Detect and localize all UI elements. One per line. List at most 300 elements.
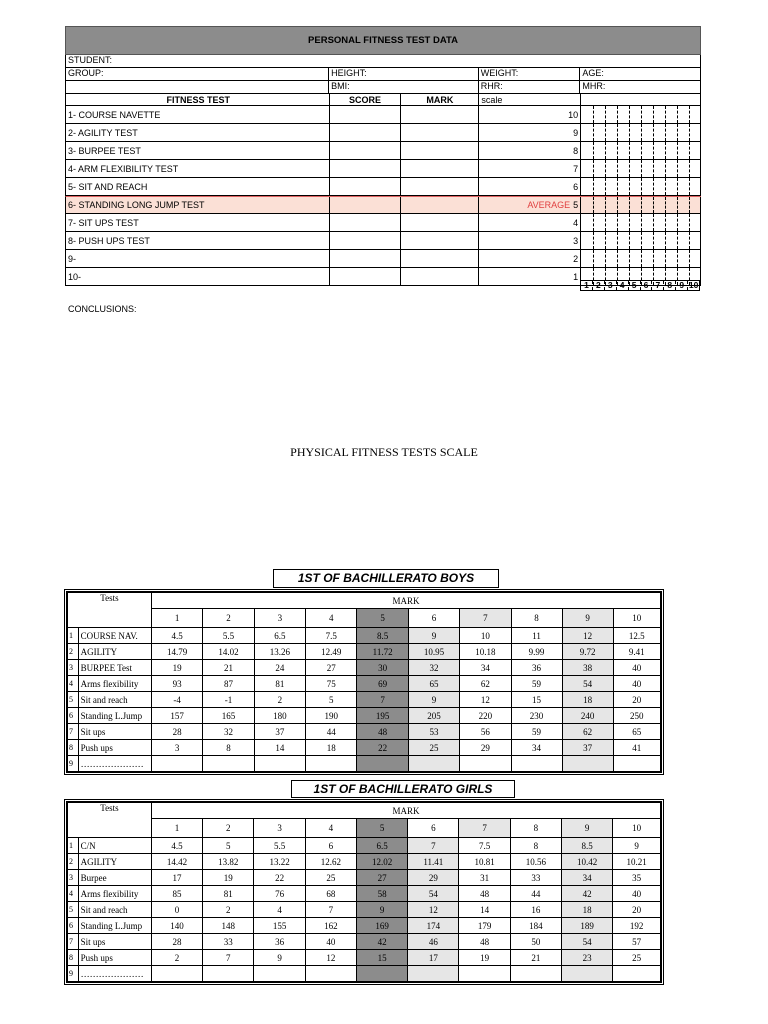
- test-name: Standing L.Jump: [78, 708, 151, 724]
- graph-gridline: [641, 250, 642, 267]
- value-cell: 190: [306, 708, 357, 724]
- test-name: Sit ups: [78, 934, 151, 950]
- mark-header: MARK: [151, 803, 660, 819]
- value-cell: 9: [254, 950, 305, 966]
- value-cell: 4: [254, 902, 305, 918]
- value-cell: 11: [511, 628, 562, 644]
- scale-title: PHYSICAL FITNESS TESTS SCALE: [290, 445, 478, 459]
- value-cell: 32: [203, 724, 254, 740]
- graph-gridline: [605, 124, 606, 141]
- value-cell: [203, 966, 254, 982]
- value-cell: 81: [203, 886, 254, 902]
- value-cell: 34: [511, 740, 562, 756]
- value-cell: 8: [510, 838, 561, 854]
- mhr-field[interactable]: MHR:: [582, 81, 606, 91]
- scale-cell: [479, 214, 581, 231]
- row-index: 9: [68, 756, 79, 772]
- score-cell[interactable]: [330, 268, 402, 285]
- graph-gridline: [677, 142, 678, 159]
- weight-field[interactable]: WEIGHT:: [479, 68, 581, 80]
- value-cell: 76: [254, 886, 305, 902]
- scale-cell: [479, 106, 581, 123]
- value-cell: 6.5: [254, 628, 305, 644]
- value-cell: [511, 756, 562, 772]
- mark-number: 9: [562, 819, 613, 838]
- fitness-test-name: 1- COURSE NAVETTE: [66, 106, 330, 123]
- value-cell: 37: [562, 740, 613, 756]
- graph-gridline: [605, 232, 606, 249]
- value-cell: 12: [460, 692, 511, 708]
- value-cell: 56: [460, 724, 511, 740]
- value-cell: 65: [613, 724, 660, 740]
- value-cell: 12.62: [305, 854, 356, 870]
- fitness-test-name: 7- SIT UPS TEST: [66, 214, 330, 231]
- value-cell: 44: [306, 724, 357, 740]
- value-cell: 13.22: [254, 854, 305, 870]
- graph-gridline: [677, 160, 678, 177]
- scale-value: 10: [568, 109, 579, 120]
- x-axis-tick: 4: [617, 281, 629, 290]
- value-cell: 5: [306, 692, 357, 708]
- value-cell: 179: [459, 918, 510, 934]
- row-index: 5: [68, 902, 79, 918]
- row-index: 8: [68, 950, 79, 966]
- graph-gridline: [641, 142, 642, 159]
- scale-value: 7: [573, 163, 579, 174]
- score-cell[interactable]: [330, 214, 402, 231]
- graph-cell: [581, 106, 701, 123]
- graph-gridline: [605, 250, 606, 267]
- value-cell: 40: [613, 676, 660, 692]
- value-cell: 75: [306, 676, 357, 692]
- bmi-field[interactable]: BMI:: [329, 81, 479, 93]
- fitness-test-name: 2- AGILITY TEST: [66, 124, 330, 141]
- graph-gridline: [689, 160, 690, 177]
- value-cell: 192: [613, 918, 661, 934]
- graph-gridline: [641, 232, 642, 249]
- test-name: Push ups: [78, 950, 151, 966]
- girls-table-title: 1ST OF BACHILLERATO GIRLS: [291, 780, 515, 798]
- mark-cell[interactable]: [401, 106, 479, 123]
- value-cell: 8.5: [357, 628, 408, 644]
- graph-gridline: [605, 214, 606, 231]
- value-cell: 14: [254, 740, 305, 756]
- graph-gridline: [605, 106, 606, 123]
- value-cell: 10.42: [562, 854, 613, 870]
- scale-cell: [479, 250, 581, 267]
- mark-numbers-row: [68, 609, 661, 628]
- table-row: [68, 854, 661, 870]
- score-cell[interactable]: [330, 142, 402, 159]
- graph-gridline: [605, 142, 606, 159]
- table-row: [68, 628, 661, 644]
- value-cell: 23: [562, 950, 613, 966]
- row-index: 8: [68, 740, 79, 756]
- value-cell: [459, 966, 510, 982]
- value-cell: 19: [459, 950, 510, 966]
- value-cell: 54: [562, 934, 613, 950]
- value-cell: 7: [305, 902, 356, 918]
- value-cell: 155: [254, 918, 305, 934]
- value-cell: 37: [254, 724, 305, 740]
- graph-gridline: [593, 197, 594, 213]
- table-header-row: [68, 803, 661, 819]
- row-index: 2: [68, 854, 79, 870]
- value-cell: 42: [356, 934, 407, 950]
- table-row: [68, 934, 661, 950]
- height-field[interactable]: HEIGHT:: [329, 68, 479, 80]
- test-name: …………………: [78, 756, 151, 772]
- x-axis-tick: 2: [593, 281, 605, 290]
- value-cell: [613, 966, 661, 982]
- graph-gridline: [593, 124, 594, 141]
- score-cell[interactable]: [330, 160, 402, 177]
- value-cell: 2: [151, 950, 202, 966]
- mark-number: 2: [203, 609, 254, 628]
- value-cell: 62: [460, 676, 511, 692]
- graph-gridline: [629, 142, 630, 159]
- value-cell: 11.41: [408, 854, 459, 870]
- row-index: 6: [68, 918, 79, 934]
- table-row: [68, 918, 661, 934]
- value-cell: [460, 756, 511, 772]
- value-cell: 21: [203, 660, 254, 676]
- scale-value: 5: [573, 200, 579, 210]
- value-cell: 28: [151, 934, 202, 950]
- rhr-field[interactable]: RHR:: [479, 81, 581, 93]
- value-cell: 7: [357, 692, 408, 708]
- scale-cell: [479, 142, 581, 159]
- value-cell: 8.5: [562, 838, 613, 854]
- value-cell: [151, 756, 202, 772]
- value-cell: 22: [357, 740, 408, 756]
- table-row: [68, 966, 661, 982]
- value-cell: 5: [203, 838, 254, 854]
- value-cell: [306, 756, 357, 772]
- girls-scale-table-frame: [64, 799, 664, 985]
- value-cell: 27: [356, 870, 407, 886]
- mark-number: 1: [151, 819, 202, 838]
- value-cell: 58: [356, 886, 407, 902]
- scale-cell: [479, 160, 581, 177]
- value-cell: 12: [562, 628, 613, 644]
- average-label: AVERAGE: [527, 200, 571, 210]
- graph-gridline: [629, 214, 630, 231]
- graph-gridline: [689, 232, 690, 249]
- graph-gridline: [629, 178, 630, 195]
- tests-header: Tests: [68, 803, 152, 838]
- value-cell: 2: [203, 902, 254, 918]
- value-cell: 7: [203, 950, 254, 966]
- value-cell: 230: [511, 708, 562, 724]
- value-cell: 5.5: [203, 628, 254, 644]
- graph-gridline: [653, 232, 654, 249]
- value-cell: 12: [305, 950, 356, 966]
- fitness-test-row: [65, 124, 701, 142]
- graph-gridline: [677, 250, 678, 267]
- value-cell: 10: [460, 628, 511, 644]
- x-axis-tick: 5: [629, 281, 641, 290]
- value-cell: [613, 756, 660, 772]
- value-cell: 68: [305, 886, 356, 902]
- x-axis-tick: 9: [676, 281, 688, 290]
- value-cell: 85: [151, 886, 202, 902]
- tests-header: Tests: [68, 593, 152, 628]
- table-header-row: [68, 593, 661, 609]
- row-index: 3: [68, 870, 79, 886]
- test-name: AGILITY: [78, 854, 151, 870]
- table-row: [68, 724, 661, 740]
- x-axis-tick: 6: [641, 281, 653, 290]
- mark-cell[interactable]: [401, 197, 479, 213]
- value-cell: 33: [203, 934, 254, 950]
- fitness-test-name: 4- ARM FLEXIBILITY TEST: [66, 160, 330, 177]
- graph-gridline: [593, 232, 594, 249]
- value-cell: 25: [305, 870, 356, 886]
- x-axis-tick: 1: [581, 281, 593, 290]
- value-cell: 9.99: [511, 644, 562, 660]
- graph-gridline: [653, 160, 654, 177]
- graph-gridline: [641, 214, 642, 231]
- graph-gridline: [617, 142, 618, 159]
- mark-cell[interactable]: [401, 250, 479, 267]
- value-cell: 17: [151, 870, 202, 886]
- value-cell: 14.42: [151, 854, 202, 870]
- value-cell: 34: [562, 870, 613, 886]
- value-cell: 69: [357, 676, 408, 692]
- value-cell: 7.5: [306, 628, 357, 644]
- graph-gridline: [677, 214, 678, 231]
- test-name: Standing L.Jump: [78, 918, 151, 934]
- score-cell[interactable]: [330, 124, 402, 141]
- graph-gridline: [617, 106, 618, 123]
- group-field[interactable]: GROUP:: [66, 68, 329, 80]
- graph-gridline: [629, 250, 630, 267]
- conclusions-label: CONCLUSIONS:: [68, 304, 137, 314]
- value-cell: 19: [203, 870, 254, 886]
- graph-gridline: [617, 160, 618, 177]
- scale-value: 4: [573, 217, 579, 228]
- graph-gridline: [665, 197, 666, 213]
- test-name: BURPEE Test: [78, 660, 151, 676]
- value-cell: 34: [460, 660, 511, 676]
- value-cell: 9.41: [613, 644, 660, 660]
- x-axis-tick: 7: [652, 281, 664, 290]
- value-cell: 29: [408, 870, 459, 886]
- mark-cell[interactable]: [401, 160, 479, 177]
- scale-cell: [479, 197, 581, 213]
- value-cell: 2: [254, 692, 305, 708]
- value-cell: 10.95: [408, 644, 459, 660]
- value-cell: 3: [151, 740, 202, 756]
- value-cell: 157: [151, 708, 202, 724]
- fitness-test-row: [65, 142, 701, 160]
- graph-cell: [581, 232, 701, 249]
- scale-value: 9: [573, 127, 579, 138]
- value-cell: 8: [203, 740, 254, 756]
- scale-value: 1: [573, 271, 579, 282]
- graph-gridline: [665, 232, 666, 249]
- test-name: Arms flexibility: [78, 676, 151, 692]
- value-cell: 25: [613, 950, 661, 966]
- mark-number: 3: [254, 609, 305, 628]
- graph-gridline: [593, 106, 594, 123]
- fitness-test-table: [65, 94, 701, 286]
- mark-cell[interactable]: [401, 268, 479, 285]
- graph-gridline: [641, 160, 642, 177]
- value-cell: 174: [408, 918, 459, 934]
- fitness-test-name: 5- SIT AND REACH: [66, 178, 330, 195]
- mark-number: 4: [306, 609, 357, 628]
- test-name: …………………: [78, 966, 151, 982]
- score-cell[interactable]: [330, 250, 402, 267]
- value-cell: 54: [562, 676, 613, 692]
- graph-cell: [581, 160, 701, 177]
- graph-header: [581, 94, 701, 105]
- mark-number: 1: [151, 609, 202, 628]
- value-cell: 11.72: [357, 644, 408, 660]
- graph-gridline: [689, 124, 690, 141]
- value-cell: 42: [562, 886, 613, 902]
- sheet-title: PERSONAL FITNESS TEST DATA: [65, 26, 701, 55]
- value-cell: 162: [305, 918, 356, 934]
- value-cell: 9.72: [562, 644, 613, 660]
- value-cell: 29: [460, 740, 511, 756]
- graph-gridline: [629, 106, 630, 123]
- value-cell: 189: [562, 918, 613, 934]
- score-cell[interactable]: [330, 178, 402, 195]
- value-cell: 65: [408, 676, 459, 692]
- x-axis-tick: 3: [605, 281, 617, 290]
- value-cell: 0: [151, 902, 202, 918]
- mark-cell[interactable]: [401, 178, 479, 195]
- test-name: Burpee: [78, 870, 151, 886]
- value-cell: 10.56: [510, 854, 561, 870]
- age-field[interactable]: AGE:: [582, 68, 604, 78]
- graph-gridline: [665, 160, 666, 177]
- graph-cell: [581, 124, 701, 141]
- score-cell[interactable]: [330, 232, 402, 249]
- row-index: 3: [68, 660, 79, 676]
- value-cell: 48: [459, 886, 510, 902]
- mark-number: 6: [408, 609, 459, 628]
- fitness-data-sheet: [65, 26, 701, 286]
- mark-number: 9: [562, 609, 613, 628]
- graph-gridline: [641, 124, 642, 141]
- score-cell[interactable]: [330, 197, 402, 213]
- test-name: Sit and reach: [78, 902, 151, 918]
- graph-gridline: [653, 142, 654, 159]
- mark-cell[interactable]: [401, 124, 479, 141]
- value-cell: 14: [459, 902, 510, 918]
- graph-cell: [581, 178, 701, 195]
- row-index: 9: [68, 966, 79, 982]
- value-cell: 25: [408, 740, 459, 756]
- scale-value: 2: [573, 253, 579, 264]
- value-cell: 30: [357, 660, 408, 676]
- mark-number: 10: [613, 819, 661, 838]
- value-cell: 57: [613, 934, 661, 950]
- table-row: [68, 708, 661, 724]
- value-cell: 7.5: [459, 838, 510, 854]
- table-row: [68, 838, 661, 854]
- mark-cell[interactable]: [401, 142, 479, 159]
- value-cell: 16: [510, 902, 561, 918]
- fitness-table-header: [65, 94, 701, 106]
- fitness-test-name: 10-: [66, 268, 330, 285]
- value-cell: 59: [511, 676, 562, 692]
- graph-gridline: [689, 178, 690, 195]
- test-name: AGILITY: [78, 644, 151, 660]
- value-cell: 220: [460, 708, 511, 724]
- x-axis-tick: 10: [688, 280, 699, 290]
- row-index: 7: [68, 934, 79, 950]
- value-cell: 10.21: [613, 854, 661, 870]
- table-row: [68, 902, 661, 918]
- row-index: 1: [68, 628, 79, 644]
- value-cell: 59: [511, 724, 562, 740]
- row-index: 7: [68, 724, 79, 740]
- value-cell: 54: [408, 886, 459, 902]
- student-field[interactable]: STUDENT:: [68, 55, 113, 65]
- table-row: [68, 676, 661, 692]
- value-cell: [254, 966, 305, 982]
- value-cell: 81: [254, 676, 305, 692]
- fitness-test-row: [65, 196, 701, 214]
- value-cell: [305, 966, 356, 982]
- graph-gridline: [605, 197, 606, 213]
- graph-gridline: [665, 142, 666, 159]
- value-cell: 184: [510, 918, 561, 934]
- value-cell: 12: [408, 902, 459, 918]
- fitness-test-row: [65, 178, 701, 196]
- mark-number: 10: [613, 609, 660, 628]
- mark-numbers-row: [68, 819, 661, 838]
- graph-gridline: [665, 106, 666, 123]
- value-cell: 10.18: [460, 644, 511, 660]
- value-cell: 5.5: [254, 838, 305, 854]
- value-cell: 9: [356, 902, 407, 918]
- value-cell: 31: [459, 870, 510, 886]
- graph-gridline: [653, 197, 654, 213]
- value-cell: 7: [408, 838, 459, 854]
- row-index: 4: [68, 886, 79, 902]
- fitness-test-row: [65, 250, 701, 268]
- mark-cell[interactable]: [401, 214, 479, 231]
- mark-header: MARK: [151, 593, 660, 609]
- graph-gridline: [641, 178, 642, 195]
- value-cell: 9: [408, 692, 459, 708]
- table-row: [68, 756, 661, 772]
- score-cell[interactable]: [330, 106, 402, 123]
- value-cell: -4: [151, 692, 202, 708]
- value-cell: 50: [510, 934, 561, 950]
- value-cell: 12.5: [613, 628, 660, 644]
- fitness-test-row: [65, 214, 701, 232]
- graph-gridline: [665, 124, 666, 141]
- value-cell: 205: [408, 708, 459, 724]
- value-cell: 12.49: [306, 644, 357, 660]
- girls-scale-table: [67, 802, 661, 982]
- boys-scale-table: [67, 592, 661, 772]
- value-cell: 53: [408, 724, 459, 740]
- table-row: [68, 870, 661, 886]
- value-cell: 195: [357, 708, 408, 724]
- mark-number: 6: [408, 819, 459, 838]
- mark-cell[interactable]: [401, 232, 479, 249]
- graph-gridline: [653, 250, 654, 267]
- value-cell: 20: [613, 902, 661, 918]
